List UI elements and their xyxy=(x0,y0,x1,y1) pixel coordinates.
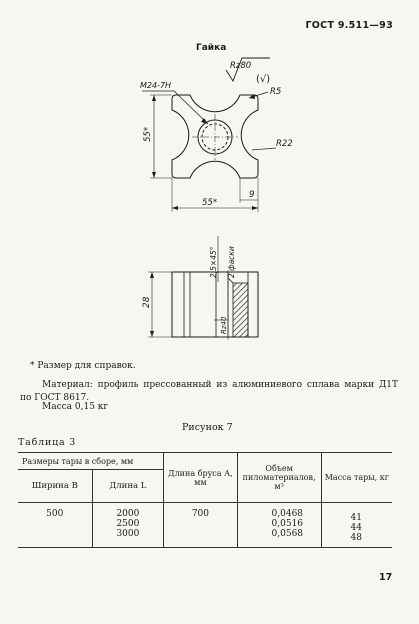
mass-text: Масса 0,15 кг xyxy=(42,402,109,412)
thread-label: M24-7H xyxy=(140,81,172,90)
width-dimension-label: 55* xyxy=(202,198,218,208)
nut-drawing xyxy=(130,50,330,350)
figure-caption: Рисунок 7 xyxy=(182,422,233,433)
height-dimension-label: 55* xyxy=(143,126,153,142)
chamfer-label: 2,5×45° xyxy=(209,246,218,278)
col-length-header: Длина L xyxy=(92,470,164,503)
figure-title: Гайка xyxy=(196,43,227,53)
mass-value: 44 xyxy=(350,523,362,533)
length-value: 2000 xyxy=(116,509,140,519)
table-row xyxy=(18,503,392,548)
tare-dimensions-table xyxy=(18,452,392,548)
mass-value: 48 xyxy=(350,533,362,543)
material-text: Материал: профиль прессованный из алюминиевого сплава марки Д1Т по ГОСТ 8617. xyxy=(20,380,398,403)
mass-value: 41 xyxy=(350,513,362,523)
length-value: 2500 xyxy=(116,519,140,529)
dim-9-label: 9 xyxy=(249,190,255,200)
thickness-label: 28 xyxy=(142,296,152,308)
roughness-mark: (√) xyxy=(256,74,271,85)
col-volume-header: Объем пиломатериалов, м³ xyxy=(237,453,321,503)
length-value: 3000 xyxy=(116,529,140,539)
radius-22-label: R22 xyxy=(276,139,293,149)
chamfer-count-label: 2 фаски xyxy=(227,246,236,278)
section-hatch xyxy=(233,283,248,337)
cell-beam: 700 xyxy=(164,503,237,548)
col-width-header: Ширина В xyxy=(18,470,92,503)
cell-masses xyxy=(321,503,392,548)
cell-width: 500 xyxy=(18,503,92,548)
cell-lengths xyxy=(92,503,164,548)
col-mass-header: Масса тары, кг xyxy=(321,453,392,503)
roughness-label: Rz80 xyxy=(230,61,252,71)
page-number: 17 xyxy=(379,572,393,583)
size-note: * Размер для справок. xyxy=(30,361,136,371)
volume-value: 0,0468 xyxy=(271,509,304,519)
col-beam-header: Длина бруса А, мм xyxy=(164,453,237,503)
inner-roughness-label: Rz40 xyxy=(220,316,228,334)
cell-volumes xyxy=(237,503,321,548)
standard-header: ГОСТ 9.511—93 xyxy=(305,20,393,31)
table-caption: Таблица 3 xyxy=(18,437,77,448)
volume-value: 0,0568 xyxy=(271,529,304,539)
group-header: Размеры тары в сборе, мм xyxy=(18,453,164,470)
volume-value: 0,0516 xyxy=(271,519,304,529)
radius-5-label: R5 xyxy=(270,87,282,97)
